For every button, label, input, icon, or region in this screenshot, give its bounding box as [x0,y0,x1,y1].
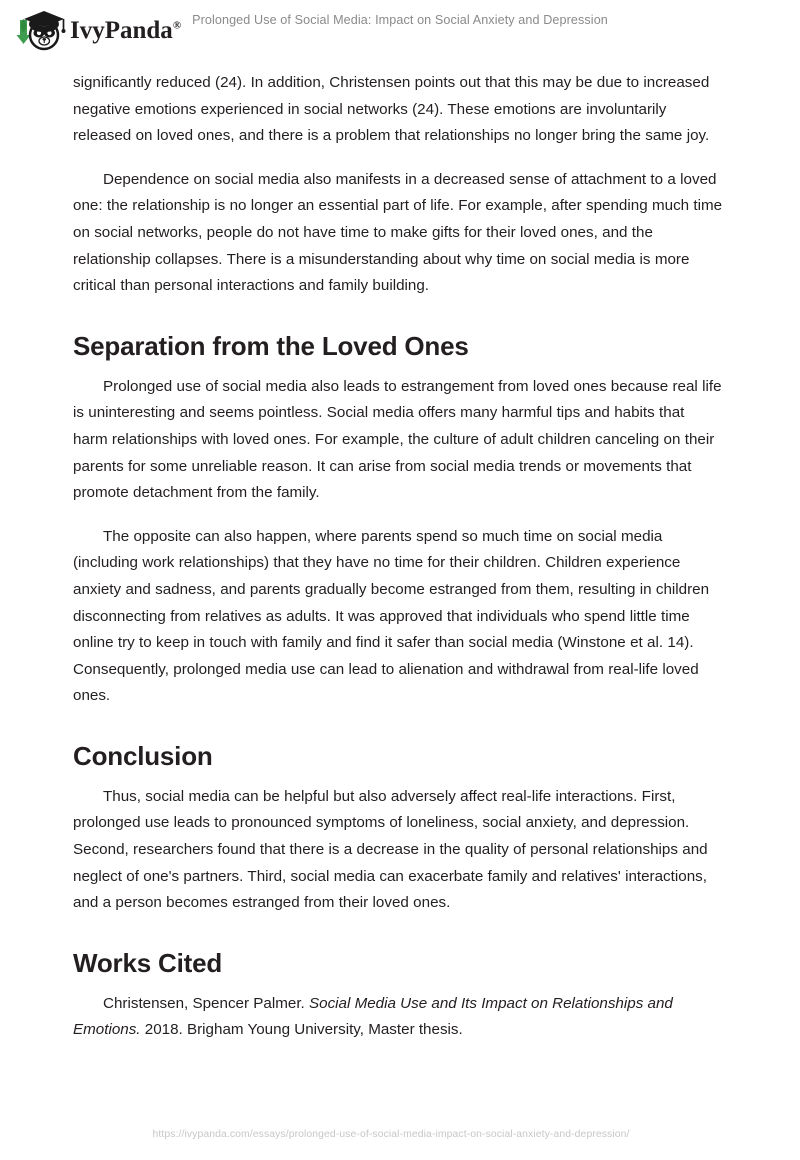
citation-author: Christensen, Spencer Palmer. [103,994,305,1012]
citation-rest: 2018. Brigham Young University, Master thesis. [144,1021,463,1039]
heading-conclusion: Conclusion [73,740,213,771]
paragraph: Prolonged use of social media also leads to estrangement from loved ones because real life is uninteresting and seems pointless. Social media offers many harmful tips and habits that harm relationships with loved ones. For example, the culture of adult children canceling on their parents for some unreliable reason. It can arise from social media trends or movements that promote detachment from the family. [73,377,722,502]
works-cited-entry [73,991,723,1044]
page-header [0,0,800,62]
paragraph: Dependence on social media also manifests in a decreased sense of attachment to a loved one: the relationship is no longer an essential part of life. For example, after spending much time on social networks, people do not have time to make gifts for their loved ones, and the relationship collapses. There is a misunderstanding about why time on social media is more critical than personal interactions and family building. [73,170,723,295]
paragraph: Thus, social media can be helpful but also adversely affect real-life interactions. First, prolonged use leads to pronounced symptoms of loneliness, social anxiety, and depression. Second, researchers found that there is a decrease in the quality of personal relationships and neglect of one's partners. Third, social media can exacerbate family and relatives' interactions, and a person becomes estranged from their loved ones. [73,787,708,912]
page-footer [0,1124,800,1142]
citation-title: Social Media Use and Its Impact on Relationships and Emotions. [73,994,673,1039]
footer-source-url[interactable]: https://ivypanda.com/essays/prolonged-use-of-social-media-impact-on-social-anxiety-and-depression/ [152,1129,630,1140]
paragraph: significantly reduced (24). In addition, Christensen points out that this may be due to increased negative emotions experienced in social networks (24). These emotions are involuntarily released on loved ones, and there is a problem that relationships no longer bring the same joy. [73,74,710,145]
heading-separation-from-the-loved-ones: Separation from the Loved Ones [73,330,469,361]
document-content [73,70,723,1044]
brand-name-text: IvyPanda [70,16,173,44]
running-title: Prolonged Use of Social Media: Impact on Social Anxiety and Depression [192,13,608,27]
heading-works-cited: Works Cited [73,947,223,978]
registered-mark: ® [172,19,182,32]
paragraph: The opposite can also happen, where parents spend so much time on social media (including work relationships) that they have no time for their children. Children experience anxiety and sadness, and parents gradually become estranged from them, resulting in children disconnecting from relatives as adults. It was approved that individuals who spend little time online try to keep in touch with family and find it safer than social media (Winstone et al. 14). Consequently, prolonged media use can lead to alienation and withdrawal from real-life loved ones. [73,527,710,705]
